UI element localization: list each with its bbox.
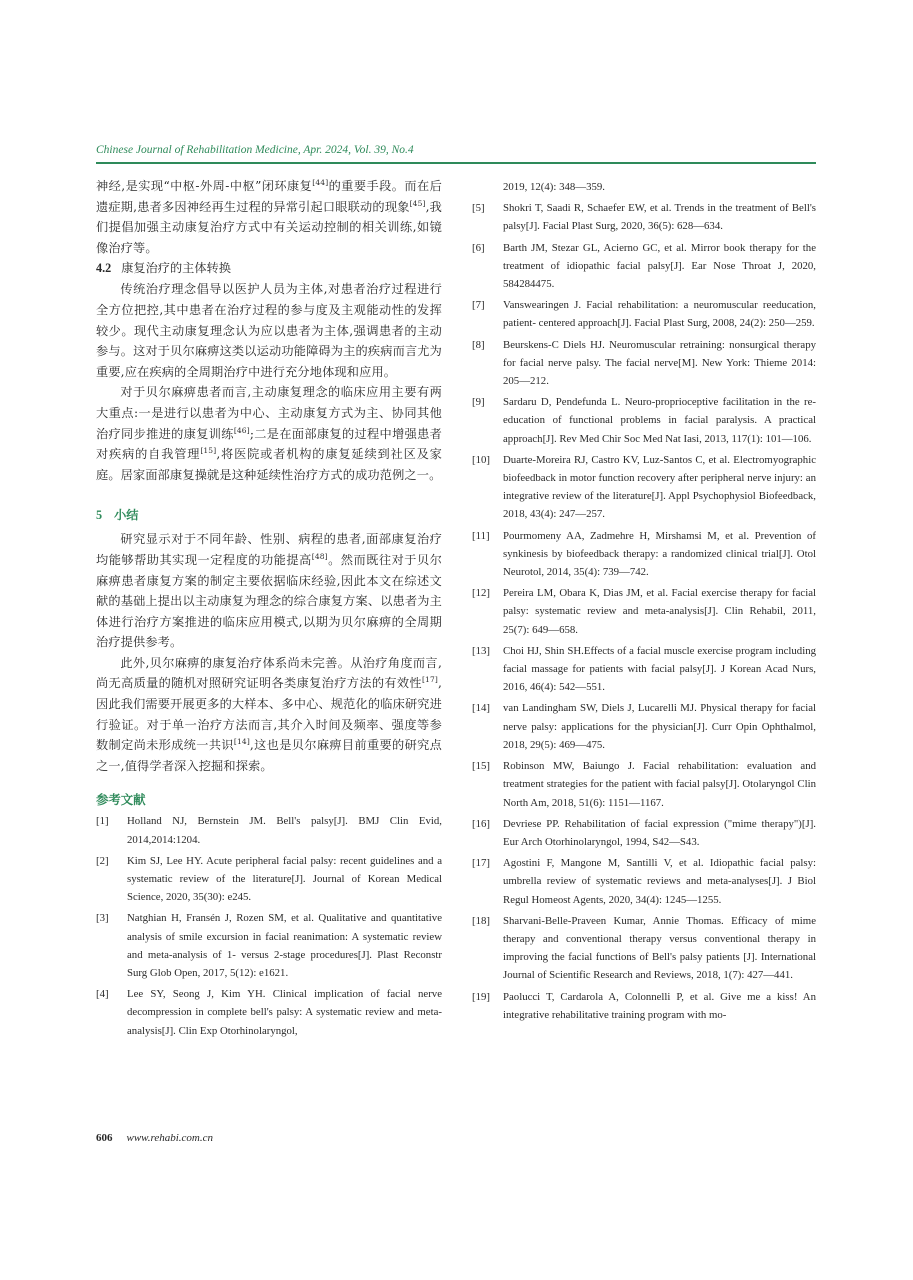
citation: [17] bbox=[421, 675, 438, 685]
reference-item: [5] Shokri T, Saadi R, Schaefer EW, et al. Trends in the treatment of Bell's palsy[J]. Facial Plast Surg, 2020, 36(5): 628—634. bbox=[472, 202, 816, 233]
subsection-heading-4-2: 4.2 康复治疗的主体转换 bbox=[96, 261, 231, 276]
reference-item: [8] Beurskens-C Diels HJ. Neuromuscular retraining: nonsurgical therapy for facial nerve palsy. The facial nerve[M]. New York: Thieme 2014: 205—212. bbox=[472, 338, 816, 388]
citation: [14] bbox=[233, 737, 250, 747]
paragraph-5: 此外,贝尔麻痹的康复治疗体系尚未完善。从治疗角度而言,尚无高质量的随机对照研究证明各类康复治疗方法的有效性[17],因此我们需要开展更多的大样本、多中心、规范化的临床研究进行验证。对于单一治疗方法而言,其介入时间及频率、强度等参数制定尚未形成统一共识[14],这也是贝尔麻痹目前重要的研究点之一,值得学者深入挖掘和探索。 bbox=[96, 655, 443, 773]
paragraph-4: 研究显示对于不同年龄、性别、病程的患者,面部康复治疗均能够帮助其实现一定程度的功能提高[48]。然而既往对于贝尔麻痹患者康复方案的制定主要依据临床经验,因此本文在综述文献的基础上提出以主动康复为理念的综合康复方案、以患者为主体进行治疗方案推进的临床应用模式,以期为贝尔麻痹的全周期治疗提供参考。 bbox=[96, 532, 442, 650]
journal-header: Chinese Journal of Rehabilitation Medicine, Apr. 2024, Vol. 39, No.4 bbox=[96, 144, 414, 156]
website-link[interactable]: www.rehabi.com.cn bbox=[126, 1132, 213, 1144]
left-column bbox=[96, 176, 442, 1043]
paragraph-3: 对于贝尔麻痹患者而言,主动康复理念的临床应用主要有两大重点:一是进行以患者为中心、主动康复方式为主、协同其他治疗同步推进的康复训练[46];二是在面部康复的过程中增强患者对疾病的自我管理[15],将医院或者机构的康复延续到社区及家庭。居家面部康复操就是这种延续性治疗方式的成功范例之一。 bbox=[96, 385, 442, 482]
reference-item: [18] Sharvani-Belle-Praveen Kumar, Annie Thomas. Efficacy of mime therapy and conventional therapy versus conventional therapy in improving the facial functions of Bell's palsy patients [J]. International Journal of Scientific Research and Reviews, 2018, 1(7): 427—441. bbox=[472, 914, 816, 982]
reference-item: [3] Natghian H, Fransén J, Rozen SM, et al. Qualitative and quantitative analysis of smile excursion in facial reanimation: A systematic review and meta-analysis of 1- versus 2-stage procedures[J]. Plast Reconstr Surg Glob Open, 2017, 5(12): e1621. bbox=[96, 912, 442, 980]
reference-item: [14] van Landingham SW, Diels J, Lucarelli MJ. Physical therapy for facial nerve palsy: applications for the physician[J]. Curr Opin Ophthalmol, 2018, 29(5): 469—475. bbox=[472, 702, 816, 751]
reference-item: [15] Robinson MW, Baiungo J. Facial rehabilitation: evaluation and treatment strategies for the patient with facial palsy[J]. Otolaryngol Clin North Am, 2018, 51(6): 1151—1167. bbox=[472, 760, 816, 809]
page-footer bbox=[96, 1132, 213, 1144]
reference-item: [9] Sardaru D, Pendefunda L. Neuro-proprioceptive facilitation in the re-education of functional problems in facial paralysis. A practical approach[J]. Rev Med Chir Soc Med Nat Iasi, 2013, 117(1): 101—106. bbox=[472, 396, 816, 445]
page-number: 606 bbox=[96, 1132, 113, 1144]
reference-item: [16] Devriese PP. Rehabilitation of facial expression ("mime therapy")[J]. Eur Arch Otorhinolaryngol, 1994, S42—S43. bbox=[472, 817, 816, 848]
header-rule bbox=[96, 162, 816, 164]
citation: [46] bbox=[233, 425, 250, 435]
reference-item: [11] Pourmomeny AA, Zadmehre H, Mirshamsi M, et al. Prevention of synkinesis by biofeedback therapy: a randomized clinical trial[J]. Otol Neurotol, 2014, 35(4): 739—742. bbox=[472, 529, 816, 579]
right-column bbox=[472, 178, 816, 1027]
citation: [45] bbox=[409, 198, 426, 208]
paragraph-2: 传统治疗理念倡导以医护人员为主体,对患者治疗过程进行全方位把控,其中患者在治疗过程的参与度及主观能动性的发挥较少。现代主动康复理念认为应以患者为主体,强调患者的主动参与。这对于贝尔麻痹这类以运动功能障碍为主的疾病而言尤为重要,应在疾病的全周期治疗中进行充分地体现和应用。 bbox=[96, 282, 442, 379]
reference-item: [17] Agostini F, Mangone M, Santilli V, et al. Idiopathic facial palsy: umbrella review of systematic reviews and meta-analyses[J]. J Biol Regul Homeost Agents, 2020, 34(4): 1245—1255. bbox=[472, 857, 816, 906]
references-heading: 参考文献 bbox=[96, 792, 146, 808]
reference-item: [2] Kim SJ, Lee HY. Acute peripheral facial palsy: recent guidelines and a systematic review of the literature[J]. Journal of Korean Medical Science, 2020, 35(30): e245. bbox=[96, 854, 442, 904]
reference-item: [13] Choi HJ, Shin SH.Effects of a facial muscle exercise program including facial massage for patients with facial palsy[J]. J Korean Acad Nurs, 2016, 46(4): 542—551. bbox=[472, 644, 816, 694]
reference-item: [1] Holland NJ, Bernstein JM. Bell's palsy[J]. BMJ Clin Evid, 2014,2014:1204. bbox=[96, 815, 442, 846]
reference-item: [10] Duarte-Moreira RJ, Castro KV, Luz-Santos C, et al. Electromyographic biofeedback in motor function recovery after peripheral nerve injury: an integrative review of the literature[J]. Appl Psychophysiol Biofeedback, 2018, 43(4): 247—257. bbox=[472, 453, 816, 521]
citation: [48] bbox=[311, 551, 328, 561]
citation: [15] bbox=[200, 446, 217, 456]
section-heading-5: 5 小结 bbox=[96, 508, 139, 523]
reference-continuation: 2019, 12(4): 348—359. bbox=[503, 181, 605, 193]
reference-item: [4] Lee SY, Seong J, Kim YH. Clinical implication of facial nerve decompression in complete bell's palsy: A systematic review and meta- analysis[J]. Clin Exp Otorhinolaryngol, bbox=[96, 988, 442, 1037]
reference-item: [19] Paolucci T, Cardarola A, Colonnelli P, et al. Give me a kiss! An integrative rehabilitative training program with mo- bbox=[472, 990, 816, 1021]
reference-item: [12] Pereira LM, Obara K, Dias JM, et al. Facial exercise therapy for facial palsy: systematic review and meta-analysis[J]. Clin Rehabil, 2011, 25(7): 649—658. bbox=[472, 587, 816, 636]
citation: [44] bbox=[312, 177, 329, 187]
reference-item: [7] Vanswearingen J. Facial rehabilitation: a neuromuscular reeducation, patient- centered approach[J]. Facial Plast Surg, 2008, 24(2): 250—259. bbox=[472, 299, 816, 330]
paragraph-1: 神经,是实现“中枢-外周-中枢”闭环康复[44]的重要手段。而在后遗症期,患者多因神经再生过程的异常引起口眼联动的现象[45],我们提倡加强主动康复治疗方式中有关运动控制的相关训练,如镜像治疗等。 bbox=[96, 177, 442, 255]
reference-item: [6] Barth JM, Stezar GL, Acierno GC, et al. Mirror book therapy for the treatment of idiopathic facial palsy[J]. Ear Nose Throat J, 2020, 584284475. bbox=[472, 241, 816, 291]
